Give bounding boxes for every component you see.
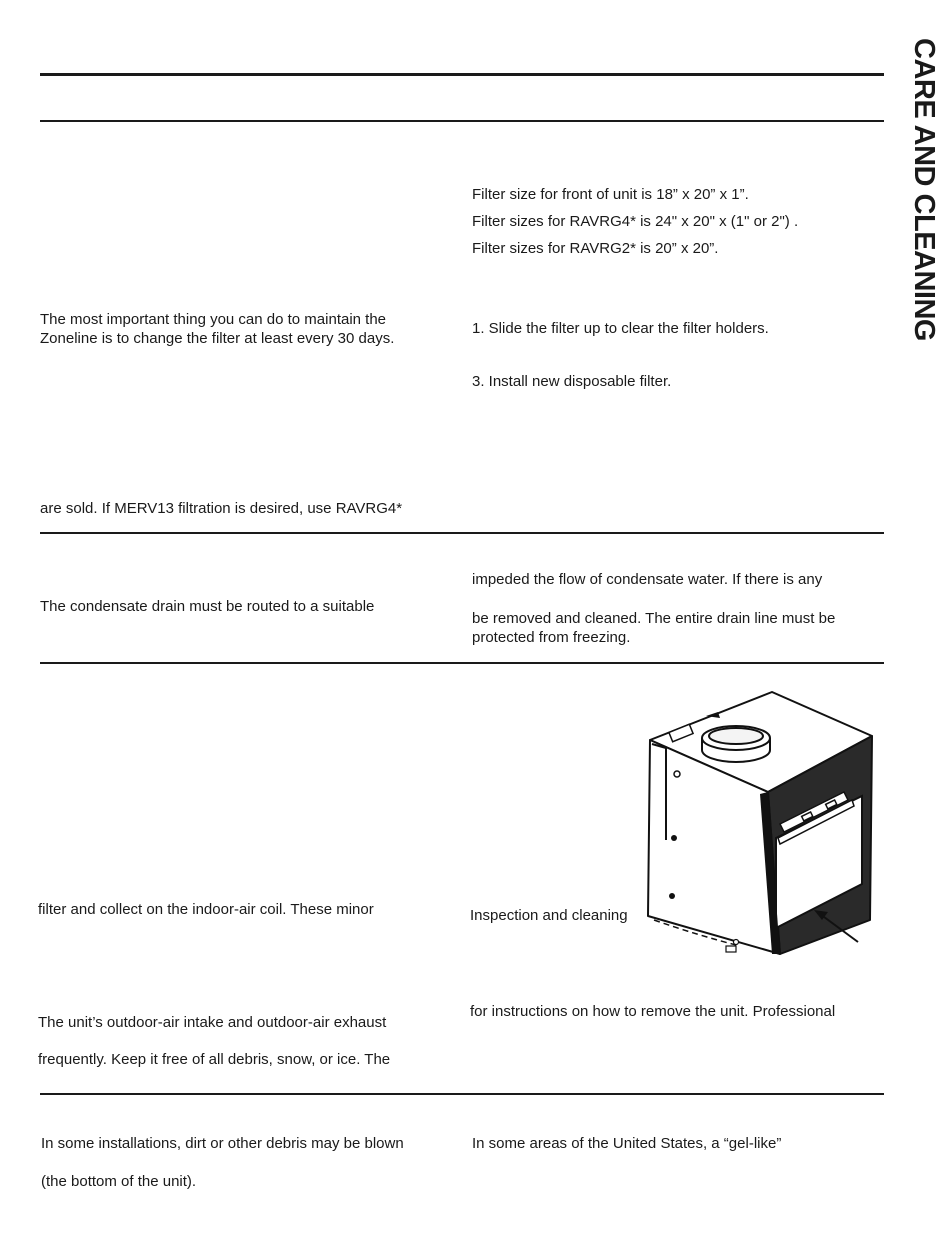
section-divider [40, 662, 884, 664]
bottom-text-left-2: (the bottom of the unit). [41, 1173, 197, 1190]
bottom-text-left-1: In some installations, dirt or other debris may be blown [41, 1135, 404, 1152]
drain-text-right-2: be removed and cleaned. The entire drain line must be protected from freezing. [472, 610, 836, 646]
filter-size-front: Filter size for front of unit is 18” x 20” x 1”. [472, 186, 749, 203]
section-divider [40, 532, 884, 534]
coil-text-right: for instructions on how to remove the unit. Professional [470, 1003, 836, 1020]
figure-caption: Inspection and cleaning [470, 907, 628, 924]
bottom-text-right-1: In some areas of the United States, a “gel-like” [472, 1135, 782, 1152]
filter-step-1: 1. Slide the filter up to clear the filter holders. [472, 320, 769, 337]
drain-text: The condensate drain must be routed to a suitable [40, 598, 375, 615]
unit-illustration [640, 688, 876, 956]
coil-text-3: frequently. Keep it free of all debris, snow, or ice. The [38, 1051, 391, 1068]
filter-step-3: 3. Install new disposable filter. [472, 373, 672, 390]
filter-size-ravrg2: Filter sizes for RAVRG2* is 20” x 20”. [472, 240, 719, 257]
drain-text-right-1: impeded the flow of condensate water. If there is any [472, 571, 823, 588]
filter-merv-text: are sold. If MERV13 filtration is desired, use RAVRG4* [40, 500, 403, 517]
top-rule [40, 73, 884, 76]
header-divider [40, 120, 884, 122]
filter-intro-text: The most important thing you can do to maintain the Zoneline is to change the filter at least every 30 days. [40, 311, 395, 347]
filter-size-ravrg4: Filter sizes for RAVRG4* is 24" x 20" x (1" or 2") . [472, 213, 799, 230]
section-divider [40, 1093, 884, 1095]
section-title: CARE AND CLEANING [908, 38, 940, 341]
coil-text-2: The unit’s outdoor-air intake and outdoor-air exhaust [38, 1014, 387, 1031]
coil-text-1: filter and collect on the indoor-air coil. These minor [38, 901, 374, 918]
